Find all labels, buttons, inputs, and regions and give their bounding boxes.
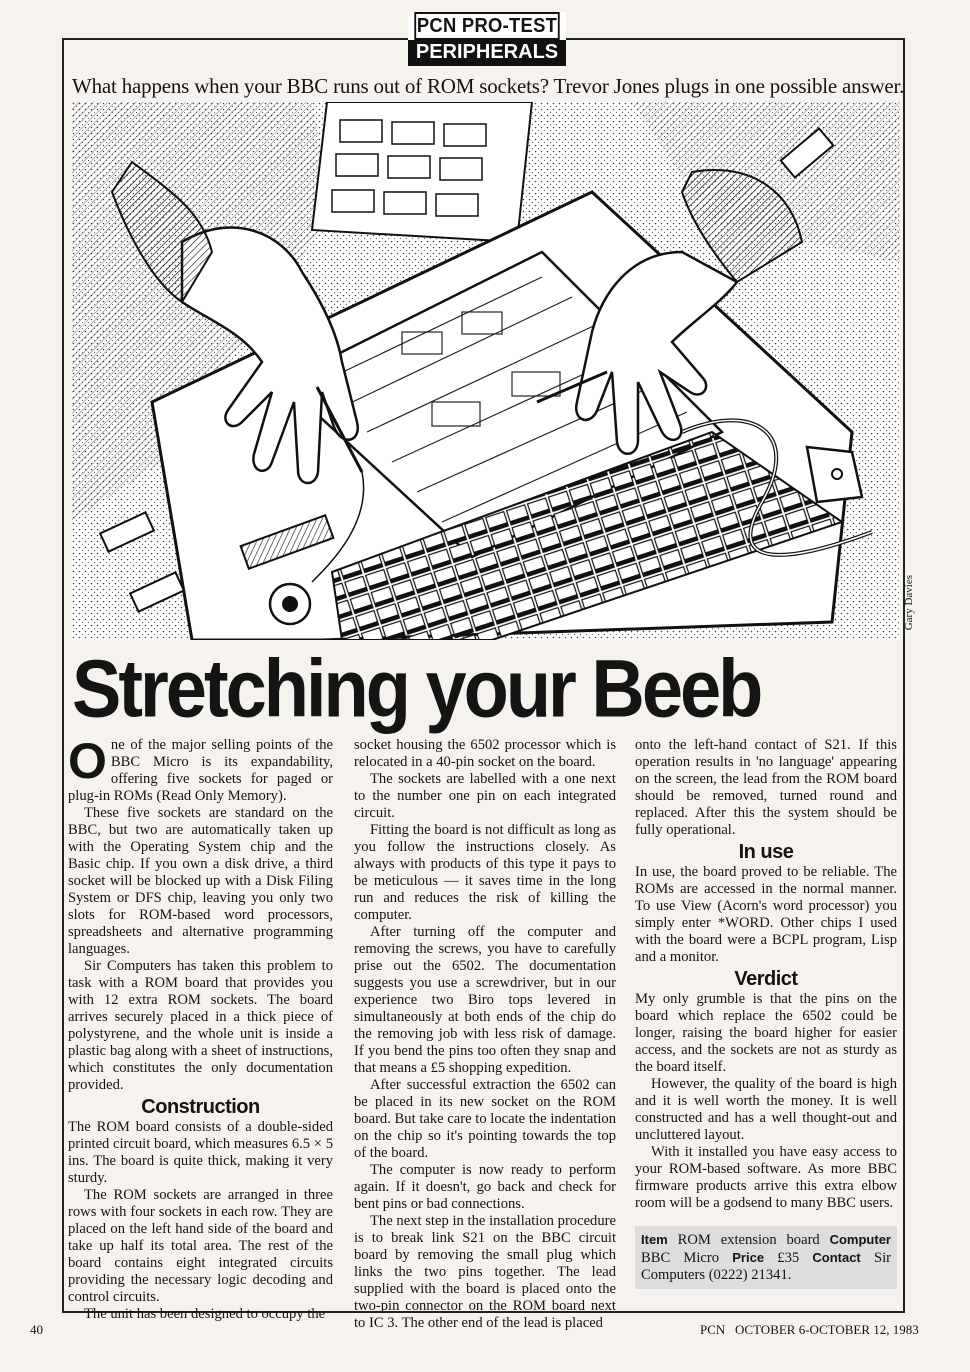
drop-cap: O bbox=[68, 733, 107, 789]
subheading-verdict: Verdict bbox=[734, 968, 798, 990]
issue-date: PCN OCTOBER 6-OCTOBER 12, 1983 bbox=[700, 1322, 919, 1337]
paragraph: The sockets are labelled with a one next to the number one pin on each integrated circuit. bbox=[354, 771, 616, 821]
paragraph: One of the major selling points of the BBC Micro is its expandability, offering five sockets for paged or plug-in ROMs (Read Only Memory). bbox=[68, 733, 333, 804]
fact-value: BBC Micro bbox=[641, 1250, 720, 1266]
paragraph: My only grumble is that the pins on the board which replace the 6502 could be longer, raising the board higher for easier access, and the sockets are not as sturdy as the board itself. bbox=[635, 991, 897, 1075]
fact-box bbox=[635, 1226, 897, 1289]
fact-value: £35 bbox=[777, 1250, 800, 1266]
computer-illustration bbox=[72, 102, 900, 640]
page-number: 40 bbox=[30, 1322, 43, 1337]
fact-value: ROM extension board bbox=[677, 1232, 820, 1248]
paragraph: The computer is now ready to perform again. If it doesn't, go back and check for bent pins or bad connections. bbox=[354, 1162, 616, 1212]
badge-line-2: PERIPHERALS bbox=[408, 40, 566, 66]
column-2 bbox=[354, 737, 616, 1332]
fact-label: Item bbox=[641, 1232, 668, 1247]
fact-value: Sir Computers (0222) 21341. bbox=[641, 1250, 891, 1283]
paragraph: In use, the board proved to be reliable. The ROMs are accessed in the normal manner. To use View (Acorn's word processor) you simply enter *WORD. Other chips I used with the board were a BCPL program, Lisp and a monitor. bbox=[635, 864, 897, 965]
paragraph: socket housing the 6502 processor which is relocated in a 40-pin socket on the board. bbox=[354, 737, 616, 770]
paragraph: Sir Computers has taken this problem to task with a ROM board that provides you with 12 extra ROM sockets. The board arrives securely placed in a thick piece of polystyrene, and the whole unit is inside a plastic bag along with a sheet of instructions, which constitutes the only documentation provided. bbox=[68, 958, 333, 1093]
paragraph: The ROM sockets are arranged in three rows with four sockets in each row. They are placed on the left hand side of the board and take up half its total area. The rest of the board contains eight integrated circuits providing the necessary logic decoding and control circuits. bbox=[68, 1187, 333, 1305]
paragraph: These five sockets are standard on the BBC, but two are automatically taken up with the Operating System chip and the Basic chip. If you own a disk drive, a third socket will be blocked up with a Disk Filing System or DFS chip, leaving you only two slots for ROM-based word processors, spreadsheets and alternative programming languages. bbox=[68, 805, 333, 957]
paragraph: However, the quality of the board is high and it is well worth the money. It is well constructed and has a well thought-out and uncluttered layout. bbox=[635, 1076, 897, 1143]
paragraph: With it installed you have easy access to your ROM-based software. As more BBC firmware products arrive this extra elbow room will be a godsend to many BBC users. bbox=[635, 1144, 897, 1211]
paragraph: The unit has been designed to occupy the bbox=[84, 1306, 326, 1322]
paragraph: The ROM board consists of a double-sided printed circuit board, which measures 6.5 × 5 ins. The board is quite thick, making it very sturdy. bbox=[68, 1119, 333, 1186]
subheading-in-use: In use bbox=[738, 841, 794, 863]
fact-label: Contact bbox=[812, 1250, 861, 1265]
paragraph: The next step in the installation procedure is to break link S21 on the BBC circuit board by removing the small plug which links the two pins together. The lead supplied with the board is placed onto the two-pin connector on the ROM board next to IC 3. The other end of the lead is placed bbox=[354, 1213, 616, 1331]
column-1 bbox=[68, 733, 333, 1323]
illustration-credit: Gary Davies bbox=[903, 575, 915, 631]
paragraph: After turning off the computer and removing the screws, you have to carefully prise out the 6502. The documentation suggests you use a screwdriver, but in our experience two Biro tops levered in simultaneously at both ends of the chip do the removing job with less risk of damage. If you bend the pins too often they snap and that means a £5 shopping expedition. bbox=[354, 924, 616, 1076]
fact-label: Price bbox=[732, 1250, 765, 1265]
standfirst: What happens when your BBC runs out of ROM sockets? Trevor Jones plugs in one possible answer. bbox=[72, 74, 905, 98]
headline: Stretching your Beeb bbox=[72, 642, 761, 735]
illustration bbox=[72, 102, 900, 640]
subheading-construction: Construction bbox=[141, 1096, 260, 1118]
paragraph: Fitting the board is not difficult as long as you follow the instructions closely. As always with products of this type it pays to be meticulous — it saves time in the long run and reduces the risk of killing the computer. bbox=[354, 822, 616, 923]
section-badge bbox=[408, 12, 566, 66]
badge-line-1: PCN PRO-TEST bbox=[414, 12, 559, 40]
paragraph: After successful extraction the 6502 can be placed in its new socket on the ROM board. But take care to locate the indentation on the chip so it's pointing towards the top of the board. bbox=[354, 1077, 616, 1161]
paragraph: onto the left-hand contact of S21. If this operation results in 'no language' appearing on the screen, the lead from the ROM board should be removed, turned round and replaced. After this the system should be fully operational. bbox=[635, 737, 897, 838]
column-3 bbox=[635, 737, 897, 1289]
fact-label: Computer bbox=[829, 1232, 891, 1247]
